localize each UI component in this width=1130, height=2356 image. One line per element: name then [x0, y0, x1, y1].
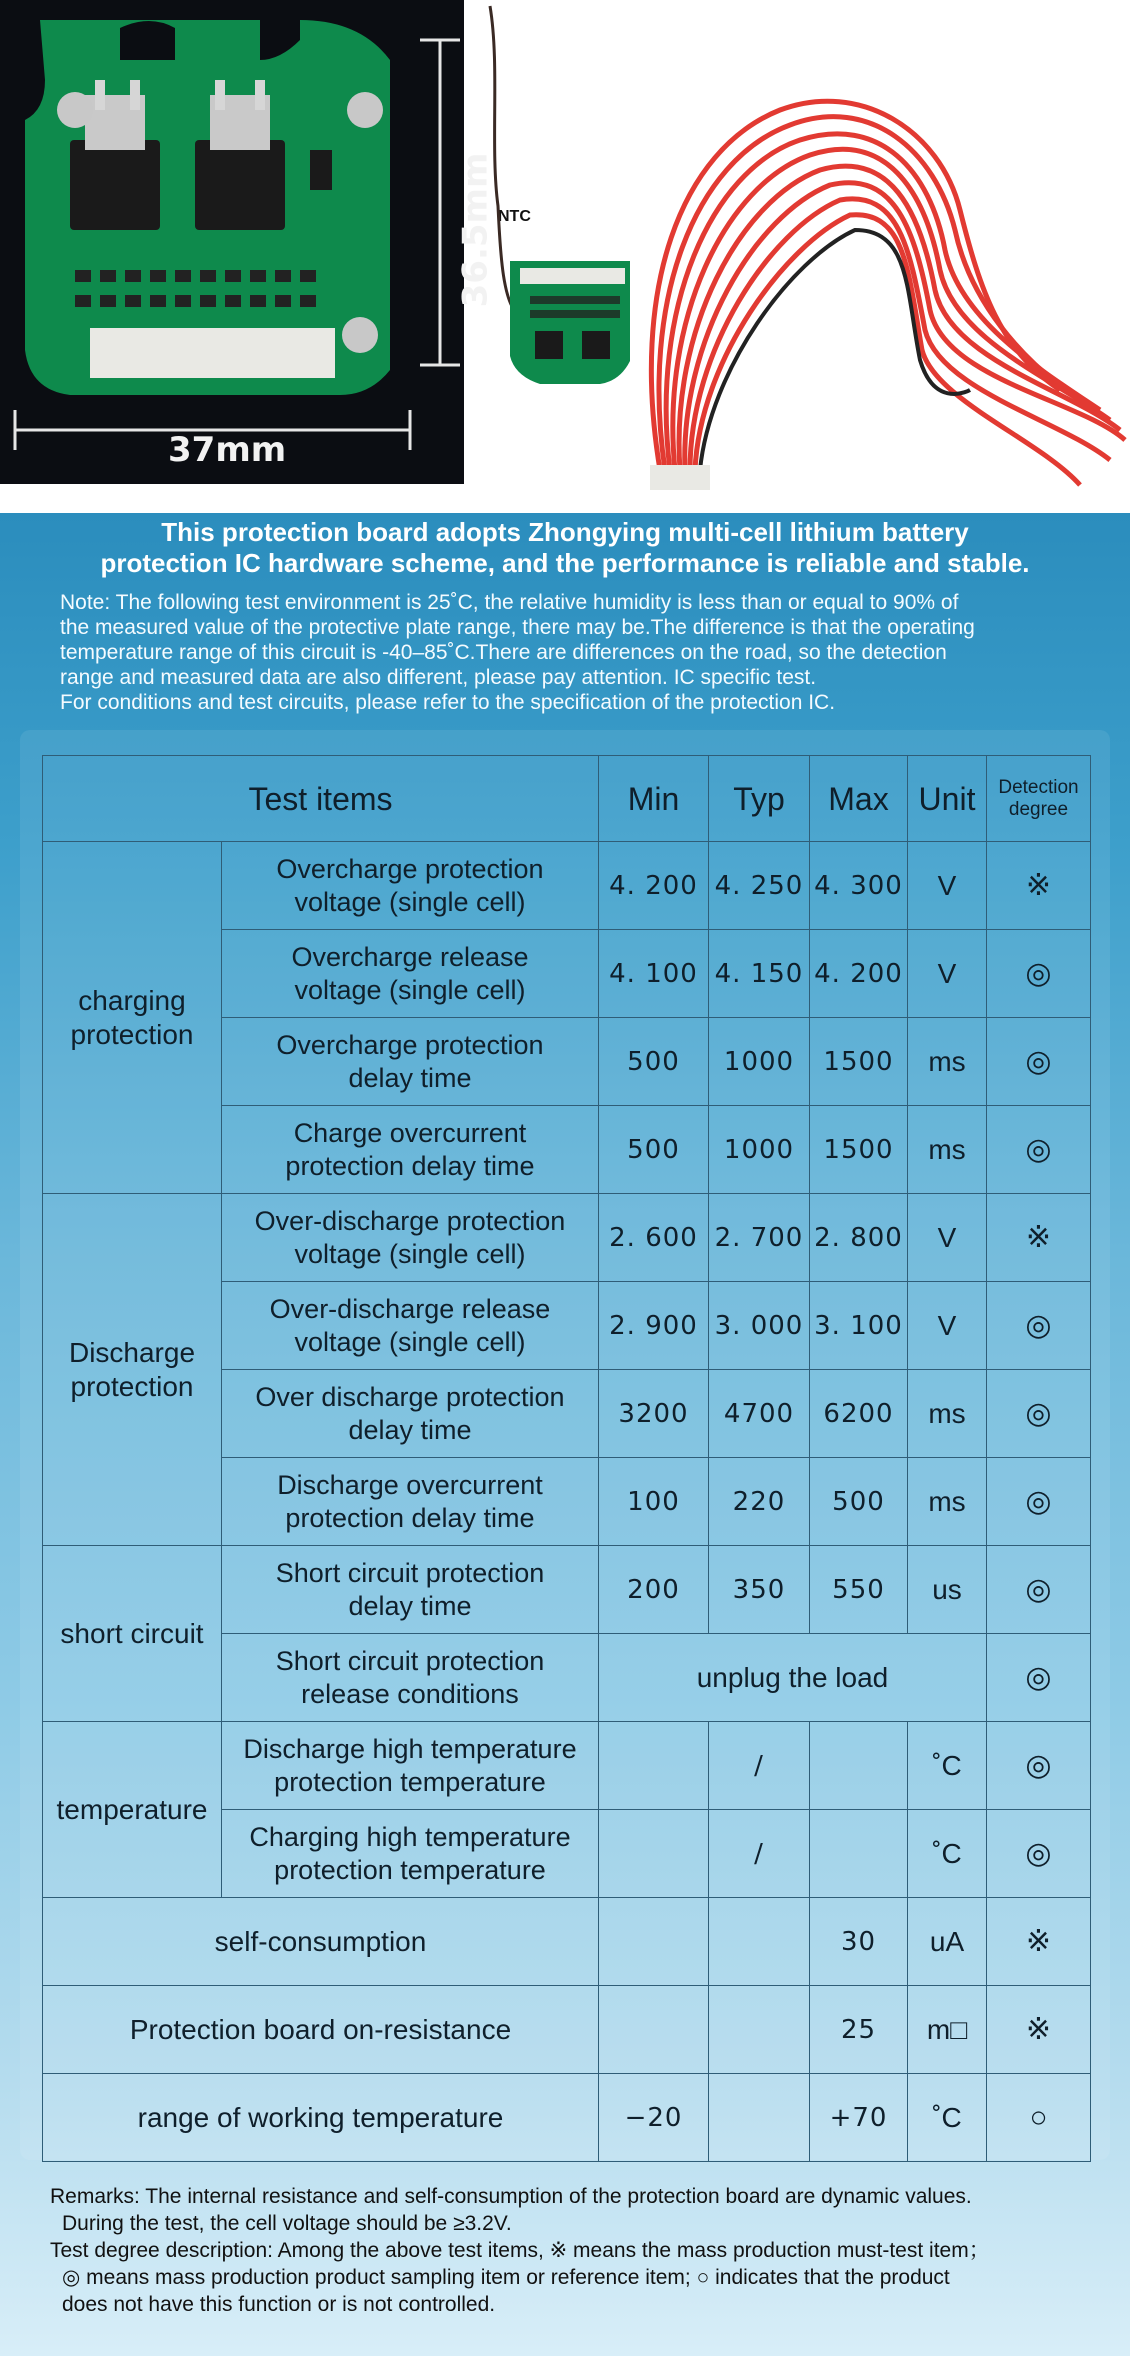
ntc-label: NTC [498, 208, 531, 225]
table-row [43, 2074, 1091, 2162]
typ-cell: 2. 700 [709, 1194, 810, 1282]
spec-table [42, 755, 1091, 2162]
unit-cell: ms [908, 1458, 987, 1546]
detection-degree-cell: ◎ [987, 1546, 1091, 1634]
width-dimension-label: 37mm [168, 430, 287, 470]
max-cell: 550 [810, 1546, 908, 1634]
item-line-1: Short circuit protection [275, 1645, 545, 1676]
item-line-1: Charging high temperature [249, 1821, 571, 1852]
item-line-1: Over-discharge protection [254, 1205, 566, 1236]
header-unit: Unit [908, 756, 987, 842]
min-cell: 200 [599, 1546, 709, 1634]
typ-cell: 4. 250 [709, 842, 810, 930]
min-cell: 500 [599, 1106, 709, 1194]
note-line-1: Note: The following test environment is 25˚C, the relative humidity is less than or equal to 90% of [60, 591, 959, 614]
max-cell: 2. 800 [810, 1194, 908, 1282]
max-cell: 25 [810, 1986, 908, 2074]
unit-cell: ms [908, 1106, 987, 1194]
item-cell [222, 1282, 599, 1370]
item-line-1: Discharge overcurrent [277, 1469, 543, 1500]
group-label-line-1: Discharge [68, 1336, 196, 1368]
unit-cell: ms [908, 1370, 987, 1458]
headline-line-1: This protection board adopts Zhongying multi-cell lithium battery [161, 517, 969, 547]
header-test-items: Test items [43, 756, 599, 842]
table-row [43, 1986, 1091, 2074]
remarks-line-1: Remarks: The internal resistance and self-consumption of the protection board are dynamic values. [50, 2185, 972, 2208]
unit-cell: ˚C [908, 1722, 987, 1810]
typ-cell: 1000 [709, 1018, 810, 1106]
header-typ: Typ [709, 756, 810, 842]
max-cell: 4. 200 [810, 930, 908, 1018]
table-row [43, 1194, 1091, 1282]
item-line-1: Over-discharge release [269, 1293, 551, 1324]
detection-degree-cell: ※ [987, 1986, 1091, 2074]
group-discharge-protection [43, 1194, 222, 1546]
min-cell [599, 1810, 709, 1898]
item-line-1: Discharge high temperature [243, 1733, 577, 1764]
note-line-4: range and measured data are also different, please pay attention. IC specific test. [60, 666, 817, 689]
item-cell [222, 1634, 599, 1722]
note-line-3: temperature range of this circuit is -40–85˚C.There are differences on the road, so the detection [60, 641, 947, 664]
unit-cell: ˚C [908, 2074, 987, 2162]
item-cell [222, 1370, 599, 1458]
table-row [43, 1546, 1091, 1634]
group-label-line-2: protection [70, 1370, 194, 1402]
item-line-1: Over discharge protection [255, 1381, 565, 1412]
remarks-line-4: ◎ means mass production product sampling item or reference item; ○ indicates that the product [62, 2266, 950, 2289]
group-charging-protection [43, 842, 222, 1194]
detection-degree-cell: ※ [987, 842, 1091, 930]
min-cell: 3200 [599, 1370, 709, 1458]
max-cell: 500 [810, 1458, 908, 1546]
typ-cell: 4700 [709, 1370, 810, 1458]
typ-cell [709, 1898, 810, 1986]
merged-value-cell: unplug the load [599, 1634, 987, 1722]
max-cell: 1500 [810, 1106, 908, 1194]
unit-cell: ˚C [908, 1810, 987, 1898]
item-label-cell: Protection board on-resistance [43, 1986, 599, 2074]
typ-cell: / [709, 1722, 810, 1810]
header-detection-line-1: Detection [998, 776, 1079, 798]
item-line-1: Overcharge release [291, 941, 529, 972]
item-cell [222, 1458, 599, 1546]
item-cell [222, 1106, 599, 1194]
max-cell [810, 1722, 908, 1810]
item-line-2: voltage (single cell) [294, 1326, 526, 1357]
typ-cell: 220 [709, 1458, 810, 1546]
unit-cell: uA [908, 1898, 987, 1986]
min-cell [599, 1722, 709, 1810]
max-cell: 4. 300 [810, 842, 908, 930]
table-row [43, 1898, 1091, 1986]
group-label-line-2: protection [70, 1018, 194, 1050]
item-line-2: delay time [348, 1414, 472, 1445]
headline [0, 517, 1130, 579]
item-line-2: protection delay time [285, 1150, 535, 1181]
header-max: Max [810, 756, 908, 842]
table-header-row [43, 756, 1091, 842]
min-cell: 100 [599, 1458, 709, 1546]
unit-cell: V [908, 1194, 987, 1282]
note-line-2: the measured value of the protective plate range, there may be.The difference is that the operating [60, 616, 975, 639]
item-label-cell: self-consumption [43, 1898, 599, 1986]
detection-degree-cell: ◎ [987, 1634, 1091, 1722]
item-line-2: voltage (single cell) [294, 1238, 526, 1269]
min-cell: 2. 900 [599, 1282, 709, 1370]
max-cell: 1500 [810, 1018, 908, 1106]
max-cell: 30 [810, 1898, 908, 1986]
item-line-2: voltage (single cell) [294, 974, 526, 1005]
remarks-line-2: During the test, the cell voltage should be ≥3.2V. [62, 2212, 512, 2235]
header-detection-line-2: degree [1008, 798, 1069, 820]
small-board-photo [490, 6, 650, 406]
item-label-cell: range of working temperature [43, 2074, 599, 2162]
item-line-2: release conditions [301, 1678, 519, 1709]
remarks [50, 2183, 1110, 2318]
typ-cell: / [709, 1810, 810, 1898]
balance-wire-harness-photo [640, 90, 1130, 510]
unit-cell: V [908, 930, 987, 1018]
max-cell: 6200 [810, 1370, 908, 1458]
detection-degree-cell: ◎ [987, 1370, 1091, 1458]
item-cell [222, 1546, 599, 1634]
note-line-5: For conditions and test circuits, please refer to the specification of the protection IC. [60, 691, 836, 714]
min-cell: 500 [599, 1018, 709, 1106]
detection-degree-cell: ◎ [987, 930, 1091, 1018]
unit-cell: m□ [908, 1986, 987, 2074]
detection-degree-cell: ◎ [987, 1018, 1091, 1106]
max-cell [810, 1810, 908, 1898]
remarks-line-5: does not have this function or is not controlled. [62, 2293, 496, 2316]
item-line-2: protection temperature [274, 1854, 546, 1885]
unit-cell: us [908, 1546, 987, 1634]
item-cell [222, 1194, 599, 1282]
min-cell: 4. 200 [599, 842, 709, 930]
typ-cell: 350 [709, 1546, 810, 1634]
detection-degree-cell: ※ [987, 1898, 1091, 1986]
header-min: Min [599, 756, 709, 842]
item-line-1: Overcharge protection [276, 1029, 544, 1060]
min-cell [599, 1986, 709, 2074]
detection-degree-cell: ◎ [987, 1458, 1091, 1546]
item-line-2: voltage (single cell) [294, 886, 526, 917]
max-cell: +70 [810, 2074, 908, 2162]
item-cell [222, 842, 599, 930]
item-cell [222, 1810, 599, 1898]
typ-cell [709, 2074, 810, 2162]
group-label-line-1: charging [78, 984, 186, 1016]
detection-degree-cell: ○ [987, 2074, 1091, 2162]
max-cell: 3. 100 [810, 1282, 908, 1370]
item-cell [222, 930, 599, 1018]
detection-degree-cell: ◎ [987, 1810, 1091, 1898]
table-row [43, 1722, 1091, 1810]
group-temperature: temperature [43, 1722, 222, 1898]
unit-cell: V [908, 842, 987, 930]
pcb-closeup-photo [0, 0, 496, 484]
item-line-2: protection temperature [274, 1766, 546, 1797]
min-cell: −20 [599, 2074, 709, 2162]
detection-degree-cell: ◎ [987, 1106, 1091, 1194]
table-row [43, 842, 1091, 930]
item-line-1: Overcharge protection [276, 853, 544, 884]
typ-cell: 4. 150 [709, 930, 810, 1018]
test-note [60, 590, 1100, 715]
typ-cell [709, 1986, 810, 2074]
group-short-circuit: short circuit [43, 1546, 222, 1722]
item-line-1: Charge overcurrent [293, 1117, 527, 1148]
min-cell: 2. 600 [599, 1194, 709, 1282]
height-dimension-label: 36.5mm [455, 152, 496, 308]
min-cell [599, 1898, 709, 1986]
min-cell: 4. 100 [599, 930, 709, 1018]
item-line-1: Short circuit protection [275, 1557, 545, 1588]
header-detection-degree [987, 756, 1091, 842]
detection-degree-cell: ◎ [987, 1722, 1091, 1810]
headline-line-2: protection IC hardware scheme, and the performance is reliable and stable. [100, 548, 1030, 578]
unit-cell: V [908, 1282, 987, 1370]
detection-degree-cell: ◎ [987, 1282, 1091, 1370]
item-cell [222, 1018, 599, 1106]
product-photos [0, 0, 1130, 500]
remarks-line-3: Test degree description: Among the above test items, ※ means the mass production must-test item； [50, 2239, 990, 2262]
item-line-2: delay time [348, 1590, 472, 1621]
typ-cell: 3. 000 [709, 1282, 810, 1370]
item-line-2: protection delay time [285, 1502, 535, 1533]
detection-degree-cell: ※ [987, 1194, 1091, 1282]
item-cell [222, 1722, 599, 1810]
item-line-2: delay time [348, 1062, 472, 1093]
unit-cell: ms [908, 1018, 987, 1106]
typ-cell: 1000 [709, 1106, 810, 1194]
